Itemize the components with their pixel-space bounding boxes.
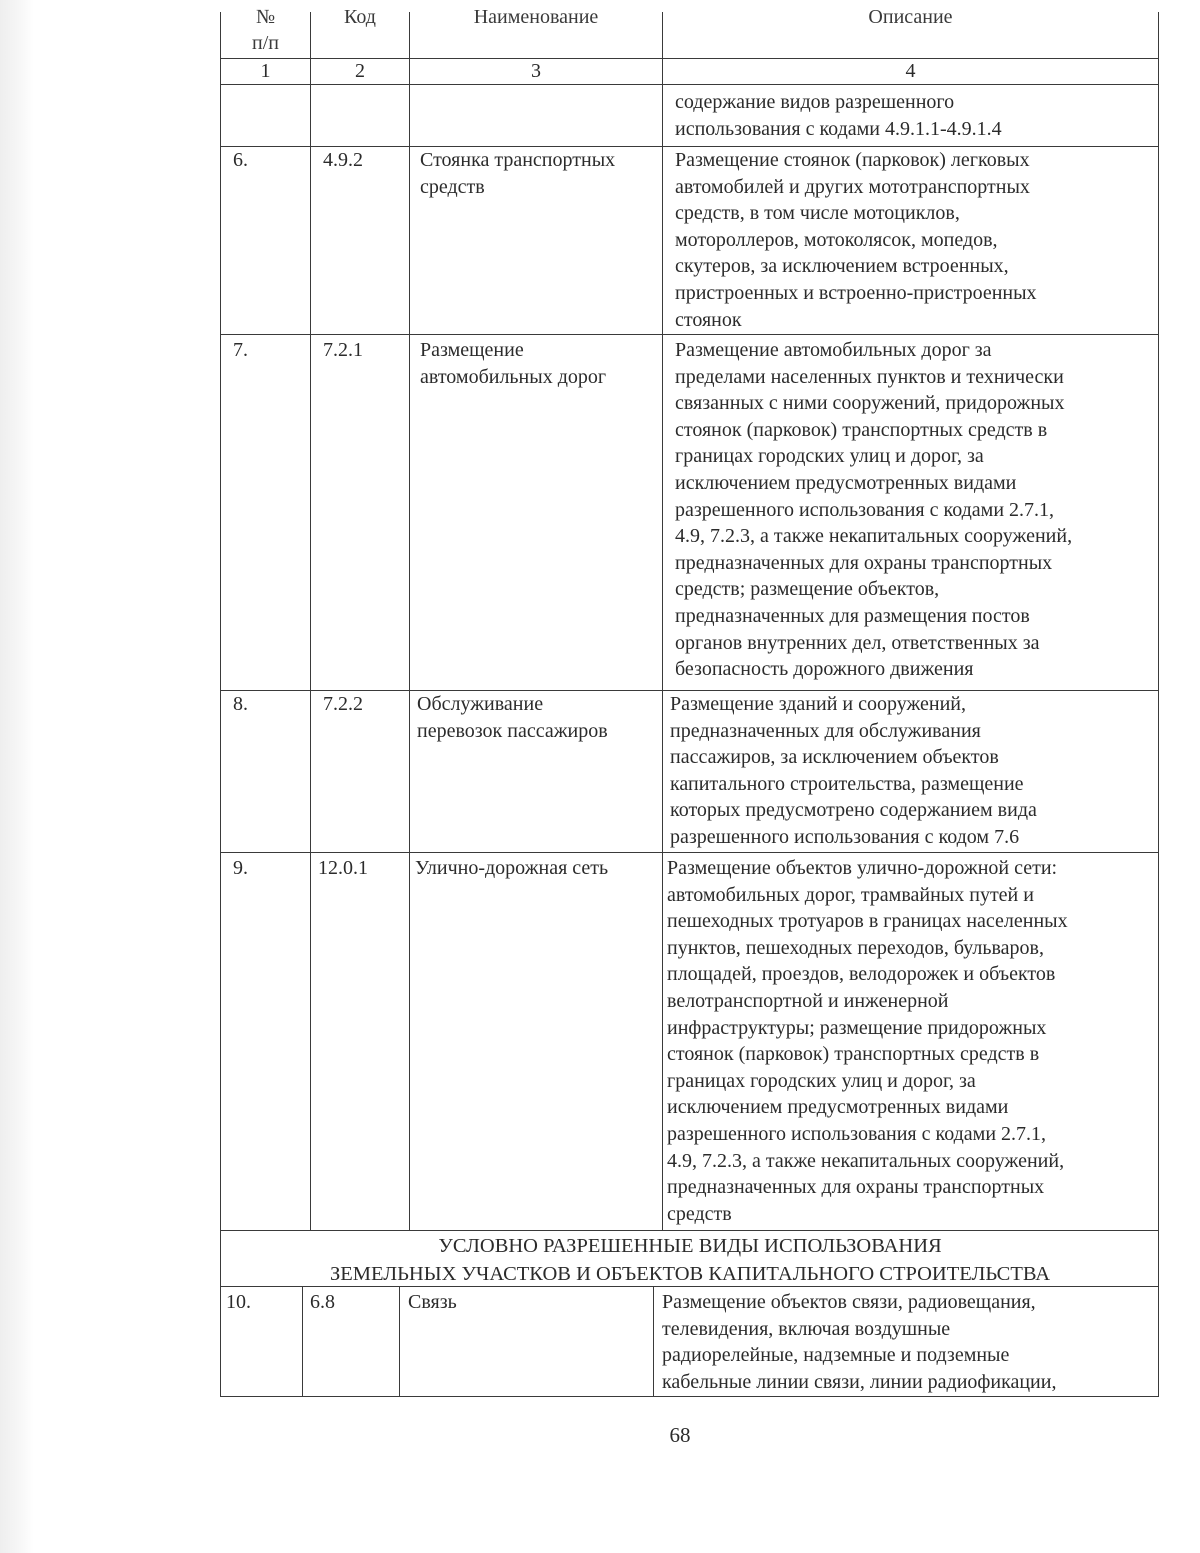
- row-6-description: Размещение стоянок (парковок) легковых автомобилей и других мототранспортных средств, в том числе мотоциклов, мотороллеров, мотоколясок, мопедов, скутеров, за исключением встроенных, пристроенных и встроенно-пристроенных стоянок: [675, 149, 1037, 331]
- row-divider-7: [220, 334, 1159, 335]
- header-name: Наименование: [473, 6, 599, 28]
- row-divider-9: [220, 852, 1159, 853]
- row-7-number: 7.: [233, 339, 248, 361]
- row-10-code: 6.8: [310, 1291, 335, 1313]
- continuation-description: содержание видов разрешенного использования с кодами 4.9.1.1-4.9.1.4: [675, 91, 1002, 140]
- row-8-description: Размещение зданий и сооружений, предназначенных для обслуживания пассажиров, за исключением объектов капитального строительства, размещение которых предусмотрено содержанием вида разрешенного использования с кодом 7.6: [670, 693, 1037, 848]
- column-number-1: 1: [260, 60, 271, 82]
- table-border-bottom: [220, 1396, 1159, 1397]
- row-6-code: 4.9.2: [323, 149, 363, 171]
- column-number-3: 3: [531, 60, 541, 82]
- table-border-right: [1158, 12, 1159, 1397]
- header-description: Описание: [868, 6, 953, 28]
- row-8-name: Обслуживание перевозок пассажиров: [417, 693, 608, 742]
- header-number: № п/п: [252, 6, 279, 54]
- column-divider-3-lower: [653, 1286, 654, 1397]
- column-divider-2: [409, 12, 410, 1230]
- row-9-code: 12.0.1: [318, 857, 368, 879]
- page-number: 68: [669, 1423, 691, 1447]
- row-9-description: Размещение объектов улично-дорожной сети: автомобильных дорог, трамвайных путей и пешеходных тротуаров в границах населенных пунктов, пешеходных переходов, бульваров, площадей, проездов, велодорожек и объектов велотранспортной и инженерной инфраструктуры; размещение придорожных стоянок (парковок) транспортных средств в границах городских улиц и дорог, за исключением предусмотренных видами разрешенного использования с кодами 2.7.1, 4.9, 7.2.3, а также некапитальных сооружений, предназначенных для охраны транспортных средств: [667, 857, 1068, 1225]
- row-9-number: 9.: [233, 857, 248, 879]
- row-8-code: 7.2.2: [323, 693, 363, 715]
- column-divider-2-lower: [399, 1286, 400, 1397]
- row-divider-numbers: [220, 84, 1159, 85]
- row-7-name: Размещение автомобильных дорог: [420, 339, 607, 388]
- section-heading: УСЛОВНО РАЗРЕШЕННЫЕ ВИДЫ ИСПОЛЬЗОВАНИЯ ЗЕМЕЛЬНЫХ УЧАСТКОВ И ОБЪЕКТОВ КАПИТАЛЬНОГО СТРОИТЕЛЬСТВА: [329, 1235, 1051, 1285]
- row-divider-section: [220, 1230, 1159, 1231]
- column-divider-3: [662, 12, 663, 1230]
- column-divider-1: [310, 12, 311, 1230]
- row-9-name: Улично-дорожная сеть: [415, 857, 609, 879]
- column-number-4: 4: [905, 60, 916, 82]
- row-7-description: Размещение автомобильных дорог за пределами населенных пунктов и технически связанных с ними сооружений, придорожных стоянок (парковок) транспортных средств в границах городских улиц и дорог, за исключением предусмотренных видами разрешенного использования с кодами 2.7.1, 4.9, 7.2.3, а также некапитальных сооружений, предназначенных для охраны транспортных средств; размещение объектов, предназначенных для размещения постов органов внутренних дел, ответственных за безопасность дорожного движения: [675, 339, 1073, 681]
- header-code: Код: [344, 6, 376, 28]
- table-border-left: [220, 12, 221, 1230]
- row-10-description: Размещение объектов связи, радиовещания, телевидения, включая воздушные радиорелейные, надземные и подземные кабельные линии связи, линии радиофикации,: [662, 1291, 1057, 1393]
- column-number-2: 2: [355, 60, 365, 82]
- row-6-name: Стоянка транспортных средств: [420, 149, 616, 198]
- row-6-number: 6.: [233, 149, 248, 171]
- row-10-number: 10.: [226, 1291, 251, 1313]
- row-divider-header: [220, 58, 1159, 59]
- column-divider-1-lower: [302, 1286, 303, 1397]
- row-10-name: Связь: [408, 1291, 457, 1313]
- row-7-code: 7.2.1: [323, 339, 363, 361]
- row-8-number: 8.: [233, 693, 248, 715]
